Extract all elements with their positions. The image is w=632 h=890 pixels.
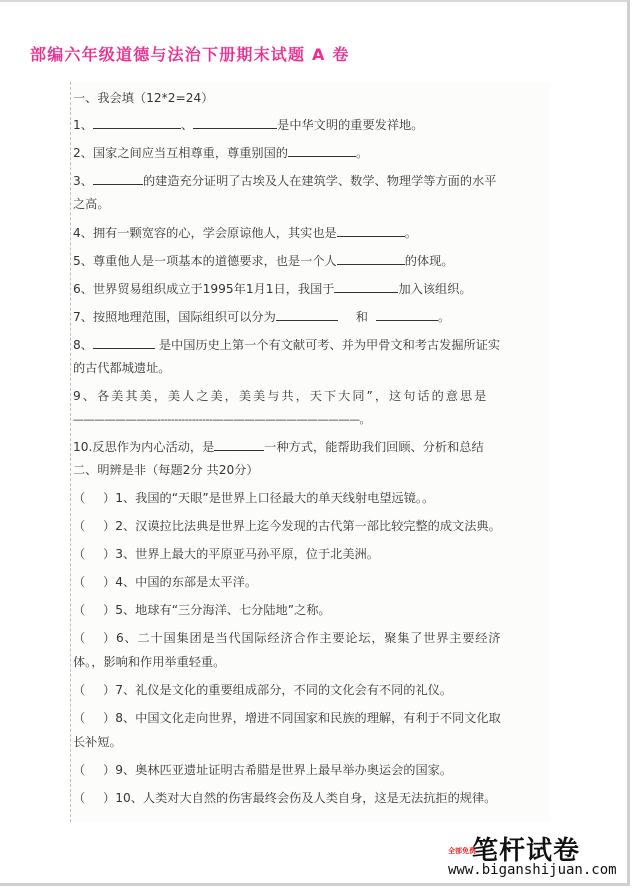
tf-item-8: （ ）8、中国文化走向世界，增进不同国家和民族的理解，有利于不同文化取: [73, 711, 501, 725]
answer-blank[interactable]: [337, 224, 405, 237]
watermark-tag: 全部免费: [448, 847, 476, 855]
tf-item-10: （ ）10、人类对大自然的伤害最终会伤及人类自身，这是无法抗拒的规律。: [73, 791, 497, 805]
answer-blank[interactable]: [376, 308, 438, 321]
question-6: 6、世界贸易组织成立于1995年1月1日，我国于 加入该组织。: [73, 282, 472, 296]
tf-item-6: （ ）6、二十国集团是当代国际经济合作主要论坛，聚集了世界主要经济: [73, 631, 502, 645]
question-10: 10.反思作为内心活动，是 一种方式，能帮助我们回顾、分析和总结: [73, 440, 484, 454]
document-body: [70, 82, 550, 822]
answer-paren[interactable]: （: [73, 711, 86, 725]
question-2: 2、国家之间应当互相尊重，尊重别国的 。: [73, 146, 369, 160]
watermark-logo: [448, 830, 618, 880]
tf-item-7: （ ）7、礼仪是文化的重要组成部分，不同的文化会有不同的礼仪。: [73, 683, 453, 697]
tf-item-8-cont: 长补短。: [73, 735, 122, 749]
section2-heading: 二、明辨是非（每题2分 共20分）: [73, 463, 259, 477]
question-4: 4、拥有一颗宽容的心，学会原谅他人，其实也是 。: [73, 226, 417, 240]
tf-item-1: （ ）1、我国的“天眼”是世界上口径最大的单天线射电望远镜。。: [73, 491, 435, 505]
answer-blank[interactable]: [334, 280, 398, 293]
tf-item-4: （ ）4、中国的东部是太平洋。: [73, 575, 258, 589]
question-5: 5、尊重他人是一项基本的道德要求，也是一个人 的体现。: [73, 254, 454, 268]
question-8-cont: 的古代都城遗址。: [73, 361, 171, 375]
question-3-cont: 之高。: [73, 197, 110, 211]
answer-blank[interactable]: [214, 438, 264, 451]
watermark-brand: 笔杆试卷: [472, 836, 581, 866]
question-1: 1、 、 是中华文明的重要发祥地。: [73, 118, 424, 132]
answer-blank[interactable]: [276, 308, 338, 321]
answer-paren[interactable]: （: [73, 491, 86, 505]
answer-paren[interactable]: （: [73, 547, 86, 561]
answer-paren[interactable]: （: [73, 763, 86, 777]
answer-paren[interactable]: （: [73, 519, 86, 533]
document-title: 部编六年级道德与法治下册期末试题 A 卷: [30, 45, 350, 64]
answer-blank[interactable]: [93, 116, 181, 129]
answer-blank[interactable]: [337, 252, 405, 265]
answer-paren[interactable]: （: [73, 603, 86, 617]
answer-blank[interactable]: [93, 172, 143, 185]
answer-blank[interactable]: [193, 116, 277, 129]
tf-item-5: （ ）5、地球有“三分海洋、七分陆地”之称。: [73, 603, 331, 617]
tf-item-6-cont: 体。，影响和作用举重轻重。: [73, 655, 226, 669]
tf-item-3: （ ）3、世界上最大的平原亚马孙平原，位于北美洲。: [73, 547, 379, 561]
tf-item-9: （ ）9、奥林匹亚遗址证明古希腊是世界上最早举办奥运会的国家。: [73, 763, 453, 777]
question-8: 8、 是中国历史上第一个有文献可考、并为甲骨文和考古发掘所证实: [73, 338, 501, 352]
question-3: 3、 的建造充分证明了古埃及人在建筑学、数学、物理学等方面的水平: [73, 174, 497, 188]
watermark-url: www.biganshijuan.com: [448, 862, 617, 878]
section1-heading: 一、我会填（12*2=24）: [73, 91, 214, 105]
answer-paren[interactable]: （: [73, 791, 86, 805]
answer-blank[interactable]: [288, 144, 356, 157]
answer-blank[interactable]: [93, 336, 155, 349]
answer-paren[interactable]: （: [73, 683, 86, 697]
tf-item-2: （ ）2、汉谟拉比法典是世界上迄今发现的古代第一部比较完整的成文法典。: [73, 519, 501, 533]
question-9-answer-line[interactable]: ————————----------------——————————————。: [73, 413, 371, 426]
question-7: 7、按照地理范围，国际组织可以分为 和 。: [73, 310, 451, 324]
question-9: 9、各美其美，美人之美，美美与共，天下大同”，这句话的意思是: [73, 389, 489, 403]
answer-paren[interactable]: （: [73, 631, 86, 645]
answer-paren[interactable]: （: [73, 575, 86, 589]
